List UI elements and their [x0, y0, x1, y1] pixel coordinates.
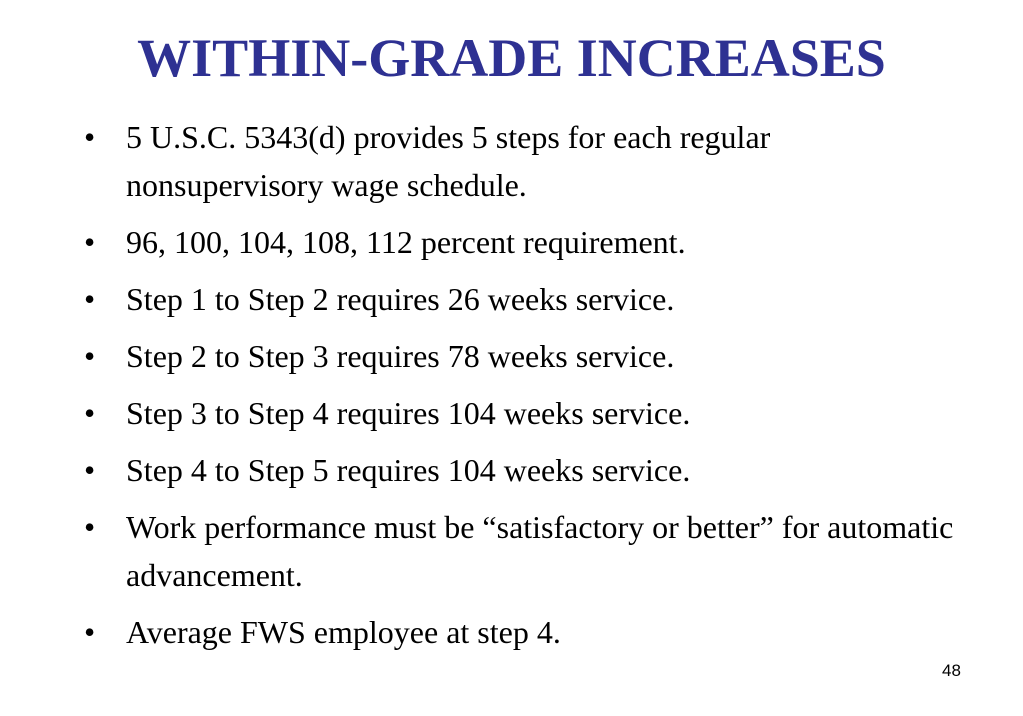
bullet-icon: • [84, 338, 96, 374]
bullet-icon: • [84, 452, 96, 488]
bullet-item [84, 503, 964, 599]
bullet-text: Work performance must be “satisfactory or better” for automatic advancement. [126, 509, 954, 593]
bullet-text: Step 2 to Step 3 requires 78 weeks service. [126, 338, 675, 374]
bullet-icon: • [84, 614, 96, 650]
bullet-text: 5 U.S.C. 5343(d) provides 5 steps for each regular nonsupervisory wage schedule. [126, 119, 771, 203]
bullet-text: Average FWS employee at step 4. [126, 614, 561, 650]
bullet-item [84, 218, 964, 266]
slide-title: WITHIN-GRADE INCREASES [137, 28, 886, 88]
bullet-item [84, 113, 964, 209]
bullet-icon: • [84, 509, 96, 545]
bullet-item [84, 332, 964, 380]
bullet-text: Step 3 to Step 4 requires 104 weeks service. [126, 395, 691, 431]
bullet-text: 96, 100, 104, 108, 112 percent requirement. [126, 224, 686, 260]
bullet-item [84, 275, 964, 323]
bullet-icon: • [84, 119, 96, 155]
bullet-icon: • [84, 395, 96, 431]
bullet-item [84, 389, 964, 437]
bullet-icon: • [84, 224, 96, 260]
bullet-item [84, 608, 964, 656]
bullet-icon: • [84, 281, 96, 317]
bullet-list [84, 113, 964, 665]
bullet-text: Step 1 to Step 2 requires 26 weeks service. [126, 281, 675, 317]
bullet-text: Step 4 to Step 5 requires 104 weeks service. [126, 452, 691, 488]
page-number: 48 [942, 661, 961, 680]
bullet-item [84, 446, 964, 494]
